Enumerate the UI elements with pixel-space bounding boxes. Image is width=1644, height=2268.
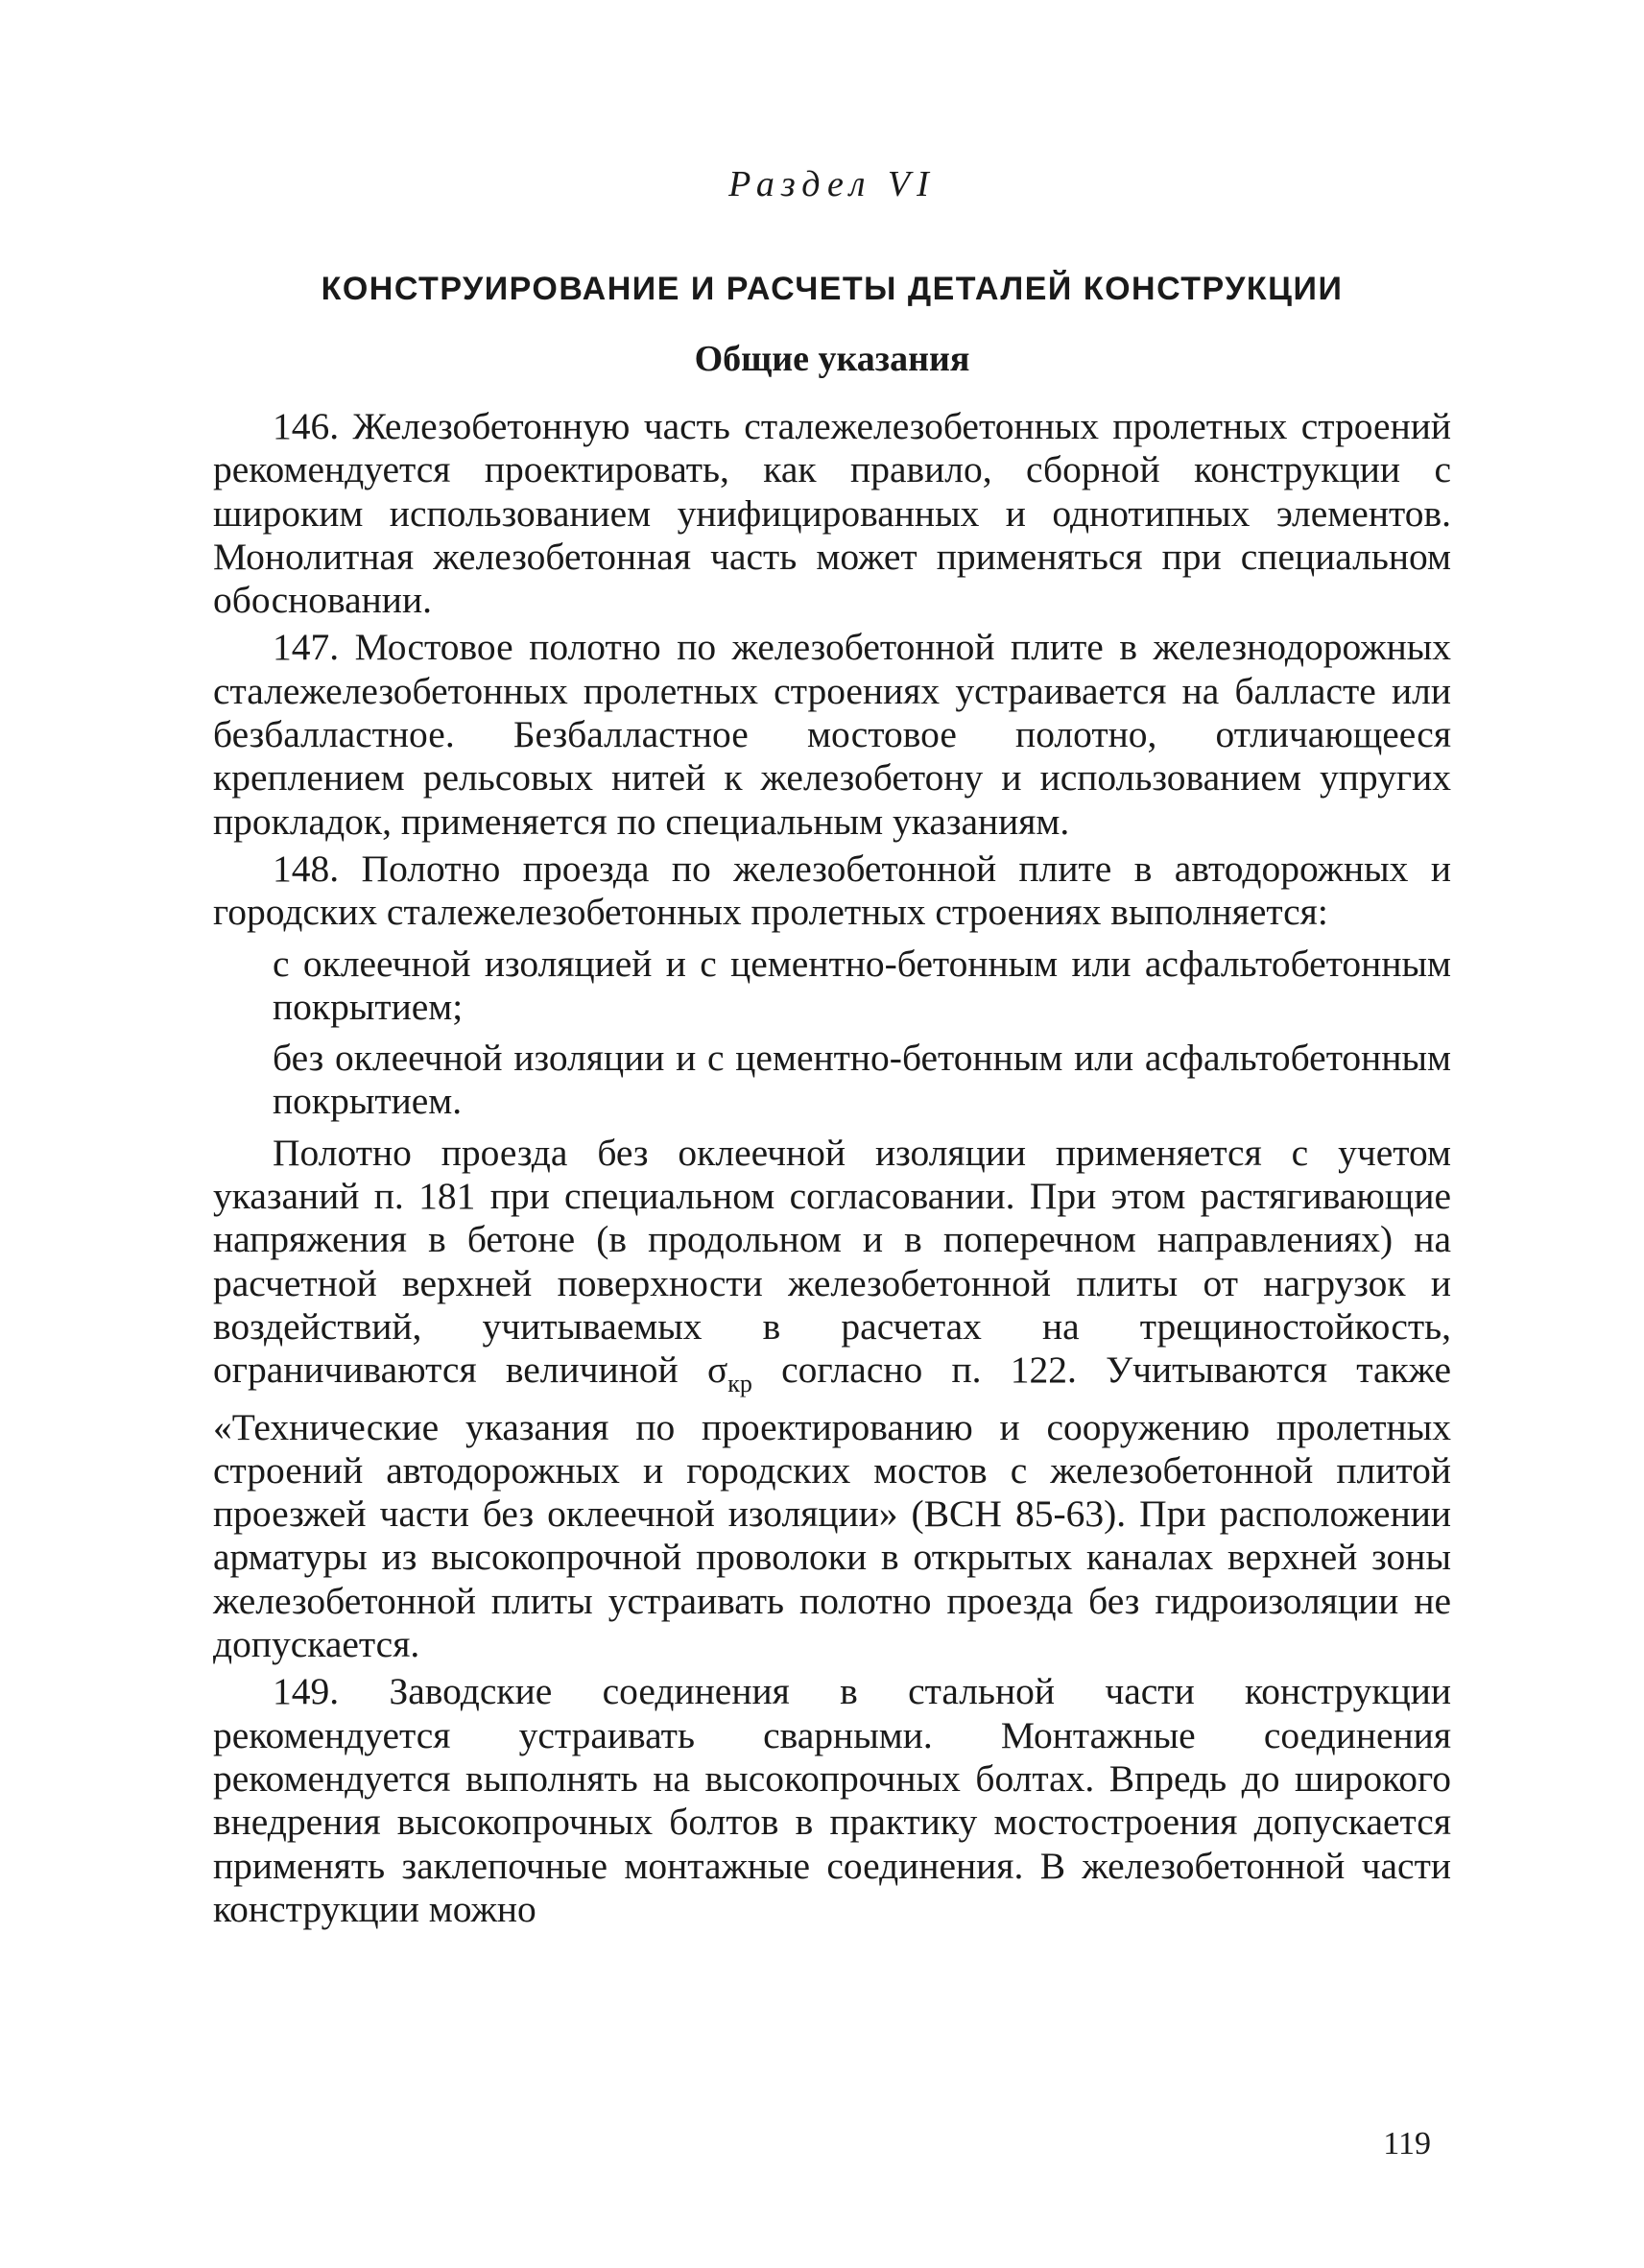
section-label: Раздел VI [728,164,936,204]
paragraph-149: 149. Заводские соединения в стальной части конструкции рекомендуется устраивать сварными. Монтажные соединения рекомендуется выполнять на высокопрочных болтах. Впредь до широкого внедрения высокопрочных болтов в практику мостостроения допускается применять заклепочные монтажные соединения. В железобетонной части конструкции можно [213,1670,1451,1930]
list-item-2: без оклеечной изоляции и с цементно-бетонным или асфальтобетонным покрытием. [273,1037,1451,1123]
paragraph-147: 147. Мостовое полотно по железобетонной плите в железнодорожных сталежелезобетонных пролетных строениях устраивается на балласте или безбалластное. Безбалластное мостовое полотно, отличающееся креплением рельсовых нитей к железобетону и использованием упругих прокладок, применяется по специальным указаниям. [213,626,1451,843]
sigma-subscript: кр [727,1370,752,1398]
sigma-symbol: σ [706,1349,728,1392]
body-text [213,405,1451,1931]
paragraph-148: 148. Полотно проезда по железобетонной плите в автодорожных и городских сталежелезобетонных пролетных строениях выполняется: [213,847,1451,934]
list-item-1: с оклеечной изоляцией и с цементно-бетонным или асфальтобетонным покрытием; [273,942,1451,1028]
page-content [213,144,1451,1931]
paragraph-146: 146. Железобетонную часть сталежелезобетонных пролетных строений рекомендуется проектировать, как правило, сборной конструкции с широким использованием унифицированных и однотипных элементов. Монолитная железобетонная часть может применяться при специальном обосновании. [213,405,1451,622]
paragraph-148-continued-part1: Полотно проезда без оклеечной изоляции применяется с учетом указаний п. 181 при специальном согласовании. При этом растягивающие напряжения в бетоне (в продольном и в поперечном направлениях) на расчетной верхней поверхности железобетонной плиты от нагрузок и воздействий, учитываемых в расчетах на трещиностойкость, ограничиваются величиной [213,1131,1451,1392]
chapter-subtitle: Общие указания [694,339,970,379]
paragraph-148-continued [213,1132,1451,1667]
paragraph-148-continued-part2: согласно п. 122. Учитываются также «Технические указания по проектированию и сооружению пролетных строений автодорожных и городских мостов с железобетонной плитой проезжей части без оклеечной изоляции» (ВСН 85-63). При расположении арматуры из высокопрочной проволоки в открытых каналах верхней зоны железобетонной плиты устраивать полотно проезда без гидроизоляции не допускается. [213,1349,1451,1666]
page-number: 119 [1383,2126,1431,2161]
chapter-title: КОНСТРУИРОВАНИЕ И РАСЧЕТЫ ДЕТАЛЕЙ КОНСТРУКЦИИ [321,271,1344,307]
